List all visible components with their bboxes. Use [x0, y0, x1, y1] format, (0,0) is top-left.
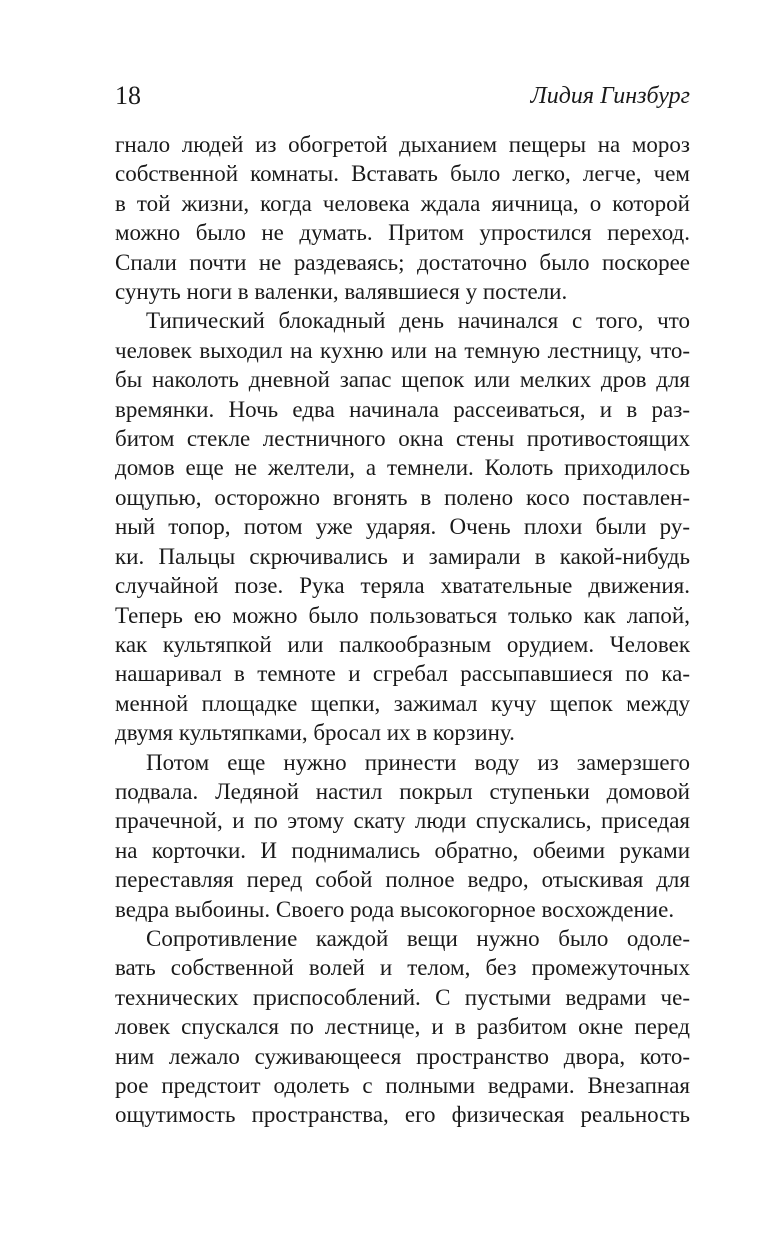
text-line: менной площадке щепки, зажимал кучу щепок между [115, 690, 690, 716]
text-line: в той жизни, когда человека ждала яичница, о которой [115, 190, 690, 216]
body-text [115, 130, 690, 1130]
text-line: ный топор, потом уже ударяя. Очень плохи были ру- [115, 514, 690, 540]
text-line: Теперь ею можно было пользоваться только как лапой, [115, 602, 690, 628]
text-line: битом стекле лестничного окна стены противостоящих [115, 426, 690, 452]
text-line: ведра выбоины. Своего рода высокогорное восхождение. [115, 896, 675, 922]
text-line: Сопротивление каждой вещи нужно было одоле- [146, 925, 690, 951]
running-title: Лидия Гинзбург [530, 83, 690, 109]
paragraph [115, 924, 690, 1130]
text-line: ощупью, осторожно вгонять в полено косо поставлен- [115, 484, 690, 510]
paragraph [115, 748, 690, 924]
text-line: бы наколоть дневной запас щепок или мелких дров для [115, 367, 690, 393]
text-line: сунуть ноги в валенки, валявшиеся у постели. [115, 279, 568, 305]
text-line: времянки. Ночь едва начинала рассеиваться, и в раз- [115, 396, 690, 422]
page-number: 18 [115, 81, 141, 110]
page-header [115, 78, 690, 114]
text-line: двумя культяпками, бросал их в корзину. [115, 720, 515, 746]
text-line: ки. Пальцы скрючивались и замирали в какой-нибудь [115, 543, 690, 569]
text-line: прачечной, и по этому скату люди спускались, приседая [115, 808, 690, 834]
paragraph [115, 306, 690, 747]
text-line: ловек спускался по лестнице, и в разбитом окне перед [115, 1014, 690, 1040]
text-line: подвала. Ледяной настил покрыл ступеньки домовой [115, 778, 690, 804]
text-line: Потом еще нужно принести воду из замерзшего [146, 749, 690, 775]
text-line: Типический блокадный день начинался с того, что [146, 308, 690, 334]
text-line: случайной позе. Рука теряла хватательные движения. [115, 573, 690, 599]
text-line: как культяпкой или палкообразным орудием. Человек [115, 631, 690, 657]
text-line: вать собственной волей и телом, без промежуточных [115, 955, 690, 981]
text-line: рое предстоит одолеть с полными ведрами. Внезапная [115, 1073, 690, 1098]
paragraph [115, 130, 690, 306]
text-line: можно было не думать. Притом упростился переход. [115, 220, 690, 246]
text-line: гнало людей из обогретой дыханием пещеры на мороз [115, 132, 690, 157]
text-line: технических приспособлений. С пустыми ведрами че- [115, 984, 690, 1010]
text-line: человек выходил на кухню или на темную лестницу, что- [115, 337, 690, 363]
text-line: домов еще не желтели, а темнели. Колоть приходилось [115, 455, 690, 481]
text-line: на корточки. И поднимались обратно, обеими руками [115, 837, 690, 863]
text-line: Спали почти не раздеваясь; достаточно было поскорее [115, 249, 690, 275]
text-line: собственной комнаты. Вставать было легко, легче, чем [115, 161, 690, 187]
text-line: ним лежало суживающееся пространство двора, кото- [115, 1043, 690, 1069]
text-line: ощутимость пространства, его физическая реальность [115, 1102, 690, 1128]
text-line: нашаривал в темноте и сгребал рассыпавшиеся по ка- [115, 661, 690, 687]
text-line: переставляя перед собой полное ведро, отыскивая для [115, 867, 690, 893]
